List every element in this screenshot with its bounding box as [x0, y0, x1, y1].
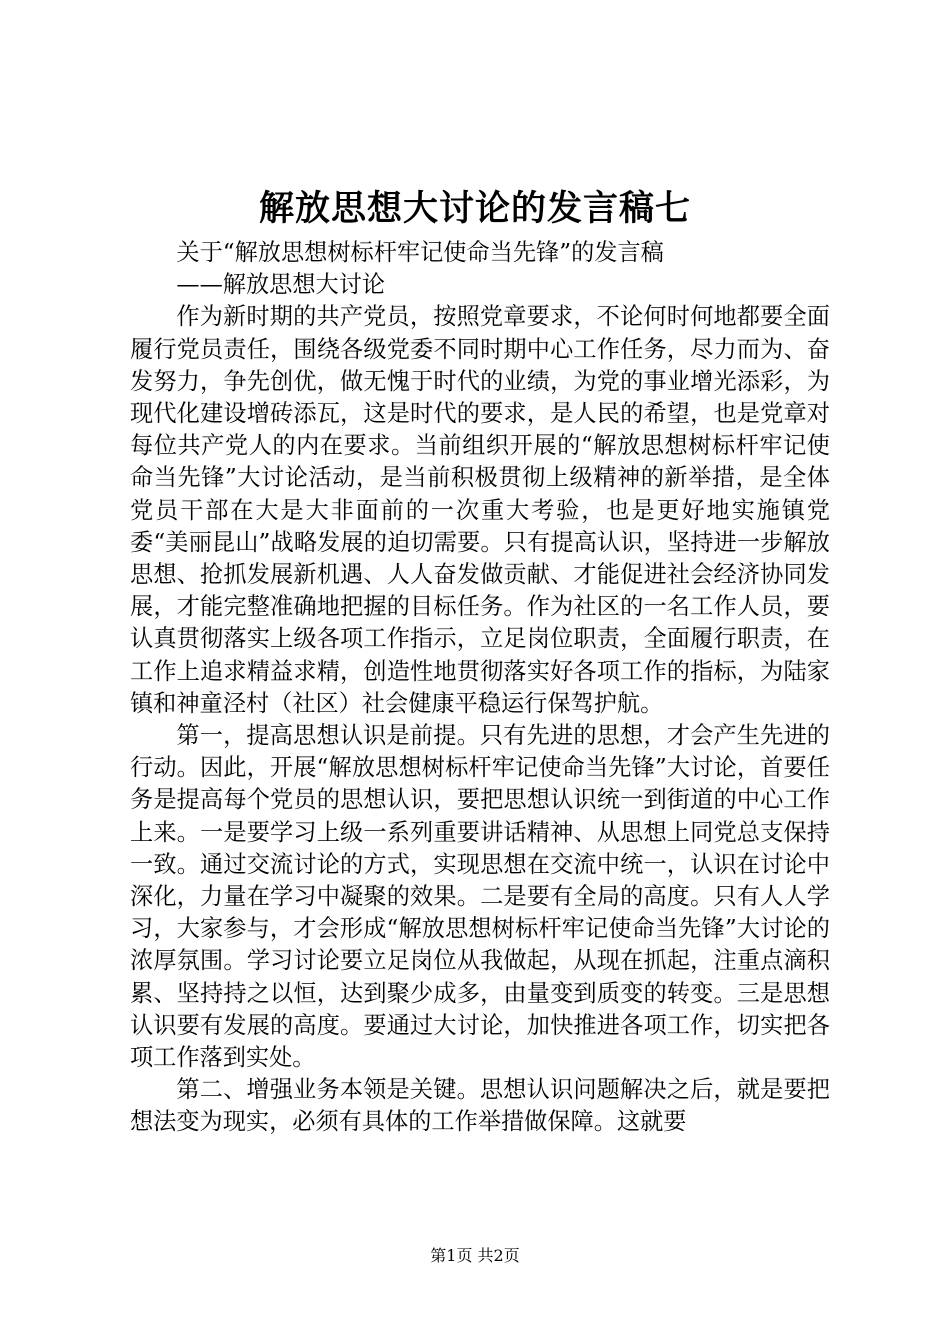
document-subtitle-dash: ——解放思想大讨论 [176, 271, 386, 299]
paragraph-point-one: 第一，提高思想认识是前提。只有先进的思想，才会产生先进的行动。因此，开展“解放思想树标杆牢记使命当先锋”大讨论，首要任务是提高每个党员的思想认识，要把思想认识统一到街道的中心工作上来。一是要学习上级一系列重要讲话精神、从思想上同党总支保持一致。通过交流讨论的方式，实现思想在交流中统一，认识在讨论中深化，力量在学习中凝聚的效果。二是要有全局的高度。只有人人学习，大家参与，才会形成“解放思想树标杆牢记使命当先锋”大讨论的浓厚氛围。学习讨论要立足岗位从我做起，从现在抓起，注重点滴积累、坚持持之以恒，达到聚少成多，由量变到质变的转变。三是思想认识要有发展的高度。要通过大讨论，加快推进各项工作，切实把各项工作落到实处。 [130, 722, 830, 1072]
document-subtitle: 关于“解放思想树标杆牢记使命当先锋”的发言稿 [176, 239, 664, 266]
document-title: 解放思想大讨论的发言稿七 [258, 188, 691, 229]
paragraph-intro: 作为新时期的共产党员，按照党章要求，不论何时何地都要全面履行党员责任，围绕各级党委不同时期中心工作任务，尽力而为、奋发努力，争先创优，做无愧于时代的业绩，为党的事业增光添彩，为现代化建设增砖添瓦，这是时代的要求，是人民的希望，也是党章对每位共产党人的内在要求。当前组织开展的“解放思想树标杆牢记使命当先锋”大讨论活动，是当前积极贯彻上级精神的新举措，是全体党员干部在大是大非面前的一次重大考验，也是更好地实施镇党委“美丽昆山”战略发展的迫切需要。只有提高认识，坚持进一步解放思想、抢抓发展新机遇、人人奋发做贡献、才能促进社会经济协同发展，才能完整准确地把握的目标任务。作为社区的一名工作人员，要认真贯彻落实上级各项工作指示，立足岗位职责，全面履行职责，在工作上追求精益求精，创造性地贯彻落实好各项工作的指标，为陆家镇和神童泾村（社区）社会健康平稳运行保驾护航。 [130, 303, 830, 717]
document-body [130, 237, 830, 1139]
paragraph-point-two: 第二、增强业务本领是关键。思想认识问题解决之后，就是要把想法变为现实，必须有具体的工作举措做保障。这就要 [130, 1076, 830, 1136]
page-footer: 第1页 共2页 [430, 1246, 520, 1265]
